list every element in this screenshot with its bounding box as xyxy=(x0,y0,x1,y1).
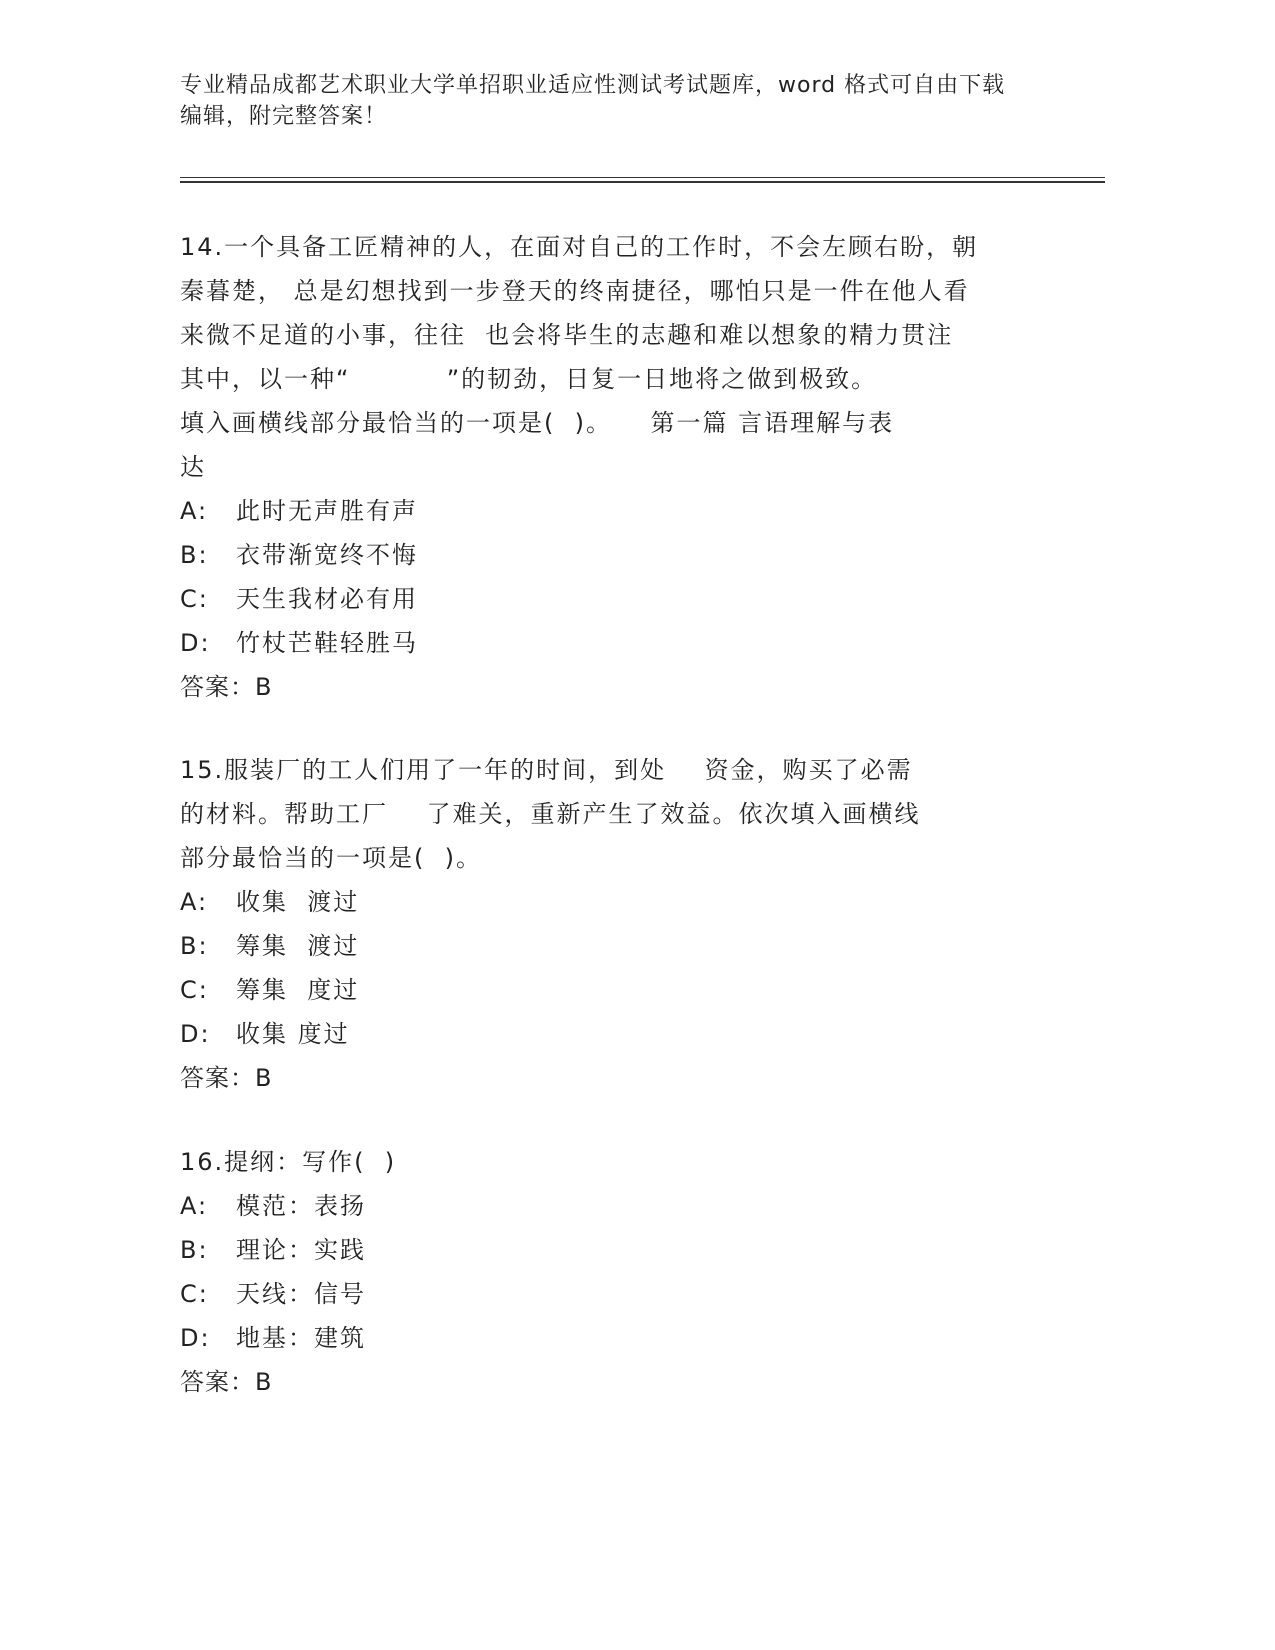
stem-line: 其中，以一种“ ”的韧劲，日复一日地将之做到极致。 xyxy=(180,365,878,393)
option-letter: C: xyxy=(180,1280,209,1308)
option-text: 天线：信号 xyxy=(236,1280,366,1308)
option-b xyxy=(180,533,1040,577)
stem-line: 填入画横线部分最恰当的一项是( )。 第一篇 言语理解与表 xyxy=(180,409,895,437)
stem-line: 来微不足道的小事，往往 也会将毕生的志趣和难以想象的精力贯注 xyxy=(180,321,954,349)
option-d xyxy=(180,1316,1040,1360)
option-d xyxy=(180,1012,1040,1056)
option-a xyxy=(180,489,1040,533)
stem-line: 部分最恰当的一项是( )。 xyxy=(180,844,482,872)
header-line-1: 专业精品成都艺术职业大学单招职业适应性测试考试题库，word 格式可自由下载 xyxy=(180,73,1006,98)
option-c xyxy=(180,1272,1040,1316)
option-letter: B: xyxy=(180,932,209,960)
option-letter: A: xyxy=(180,888,209,916)
option-c xyxy=(180,577,1040,621)
header-line-2: 编辑，附完整答案！ xyxy=(180,104,388,129)
question-stem xyxy=(180,225,1040,489)
header-divider-thin xyxy=(180,177,1105,178)
header-divider-thick xyxy=(180,181,1105,183)
option-letter: D: xyxy=(180,1020,211,1048)
option-text: 此时无声胜有声 xyxy=(236,497,418,525)
question-16 xyxy=(180,1140,1040,1404)
option-text: 理论：实践 xyxy=(236,1236,366,1264)
question-14 xyxy=(180,225,1040,709)
option-letter: B: xyxy=(180,1236,209,1264)
option-text: 模范：表扬 xyxy=(236,1192,366,1220)
option-text: 收集 度过 xyxy=(236,1020,350,1048)
stem-line: 15.服装厂的工人们用了一年的时间，到处 资金，购买了必需 xyxy=(180,756,913,784)
question-stem xyxy=(180,748,1040,880)
document-header xyxy=(180,70,1030,132)
stem-line: 16.提纲：写作( ) xyxy=(180,1148,397,1176)
question-stem xyxy=(180,1140,1040,1184)
option-letter: D: xyxy=(180,629,211,657)
option-text: 筹集 渡过 xyxy=(236,932,360,960)
answer-line: 答案：B xyxy=(180,1064,273,1092)
option-text: 竹杖芒鞋轻胜马 xyxy=(236,629,418,657)
option-letter: C: xyxy=(180,585,209,613)
answer-line: 答案：B xyxy=(180,673,273,701)
option-text: 收集 渡过 xyxy=(236,888,360,916)
option-a xyxy=(180,880,1040,924)
option-text: 天生我材必有用 xyxy=(236,585,418,613)
stem-line: 秦暮楚， 总是幻想找到一步登天的终南捷径，哪怕只是一件在他人看 xyxy=(180,277,970,305)
option-a xyxy=(180,1184,1040,1228)
option-b xyxy=(180,1228,1040,1272)
stem-line: 的材料。帮助工厂 了难关，重新产生了效益。依次填入画横线 xyxy=(180,800,921,828)
option-letter: A: xyxy=(180,1192,209,1220)
option-text: 地基：建筑 xyxy=(236,1324,366,1352)
option-b xyxy=(180,924,1040,968)
stem-line: 达 xyxy=(180,453,206,481)
option-c xyxy=(180,968,1040,1012)
option-letter: A: xyxy=(180,497,209,525)
option-text: 衣带渐宽终不悔 xyxy=(236,541,418,569)
answer-line: 答案：B xyxy=(180,1368,273,1396)
option-text: 筹集 度过 xyxy=(236,976,360,1004)
option-d xyxy=(180,621,1040,665)
question-15 xyxy=(180,748,1040,1100)
option-letter: B: xyxy=(180,541,209,569)
stem-line: 14.一个具备工匠精神的人，在面对自己的工作时，不会左顾右盼，朝 xyxy=(180,233,979,261)
option-letter: C: xyxy=(180,976,209,1004)
option-letter: D: xyxy=(180,1324,211,1352)
